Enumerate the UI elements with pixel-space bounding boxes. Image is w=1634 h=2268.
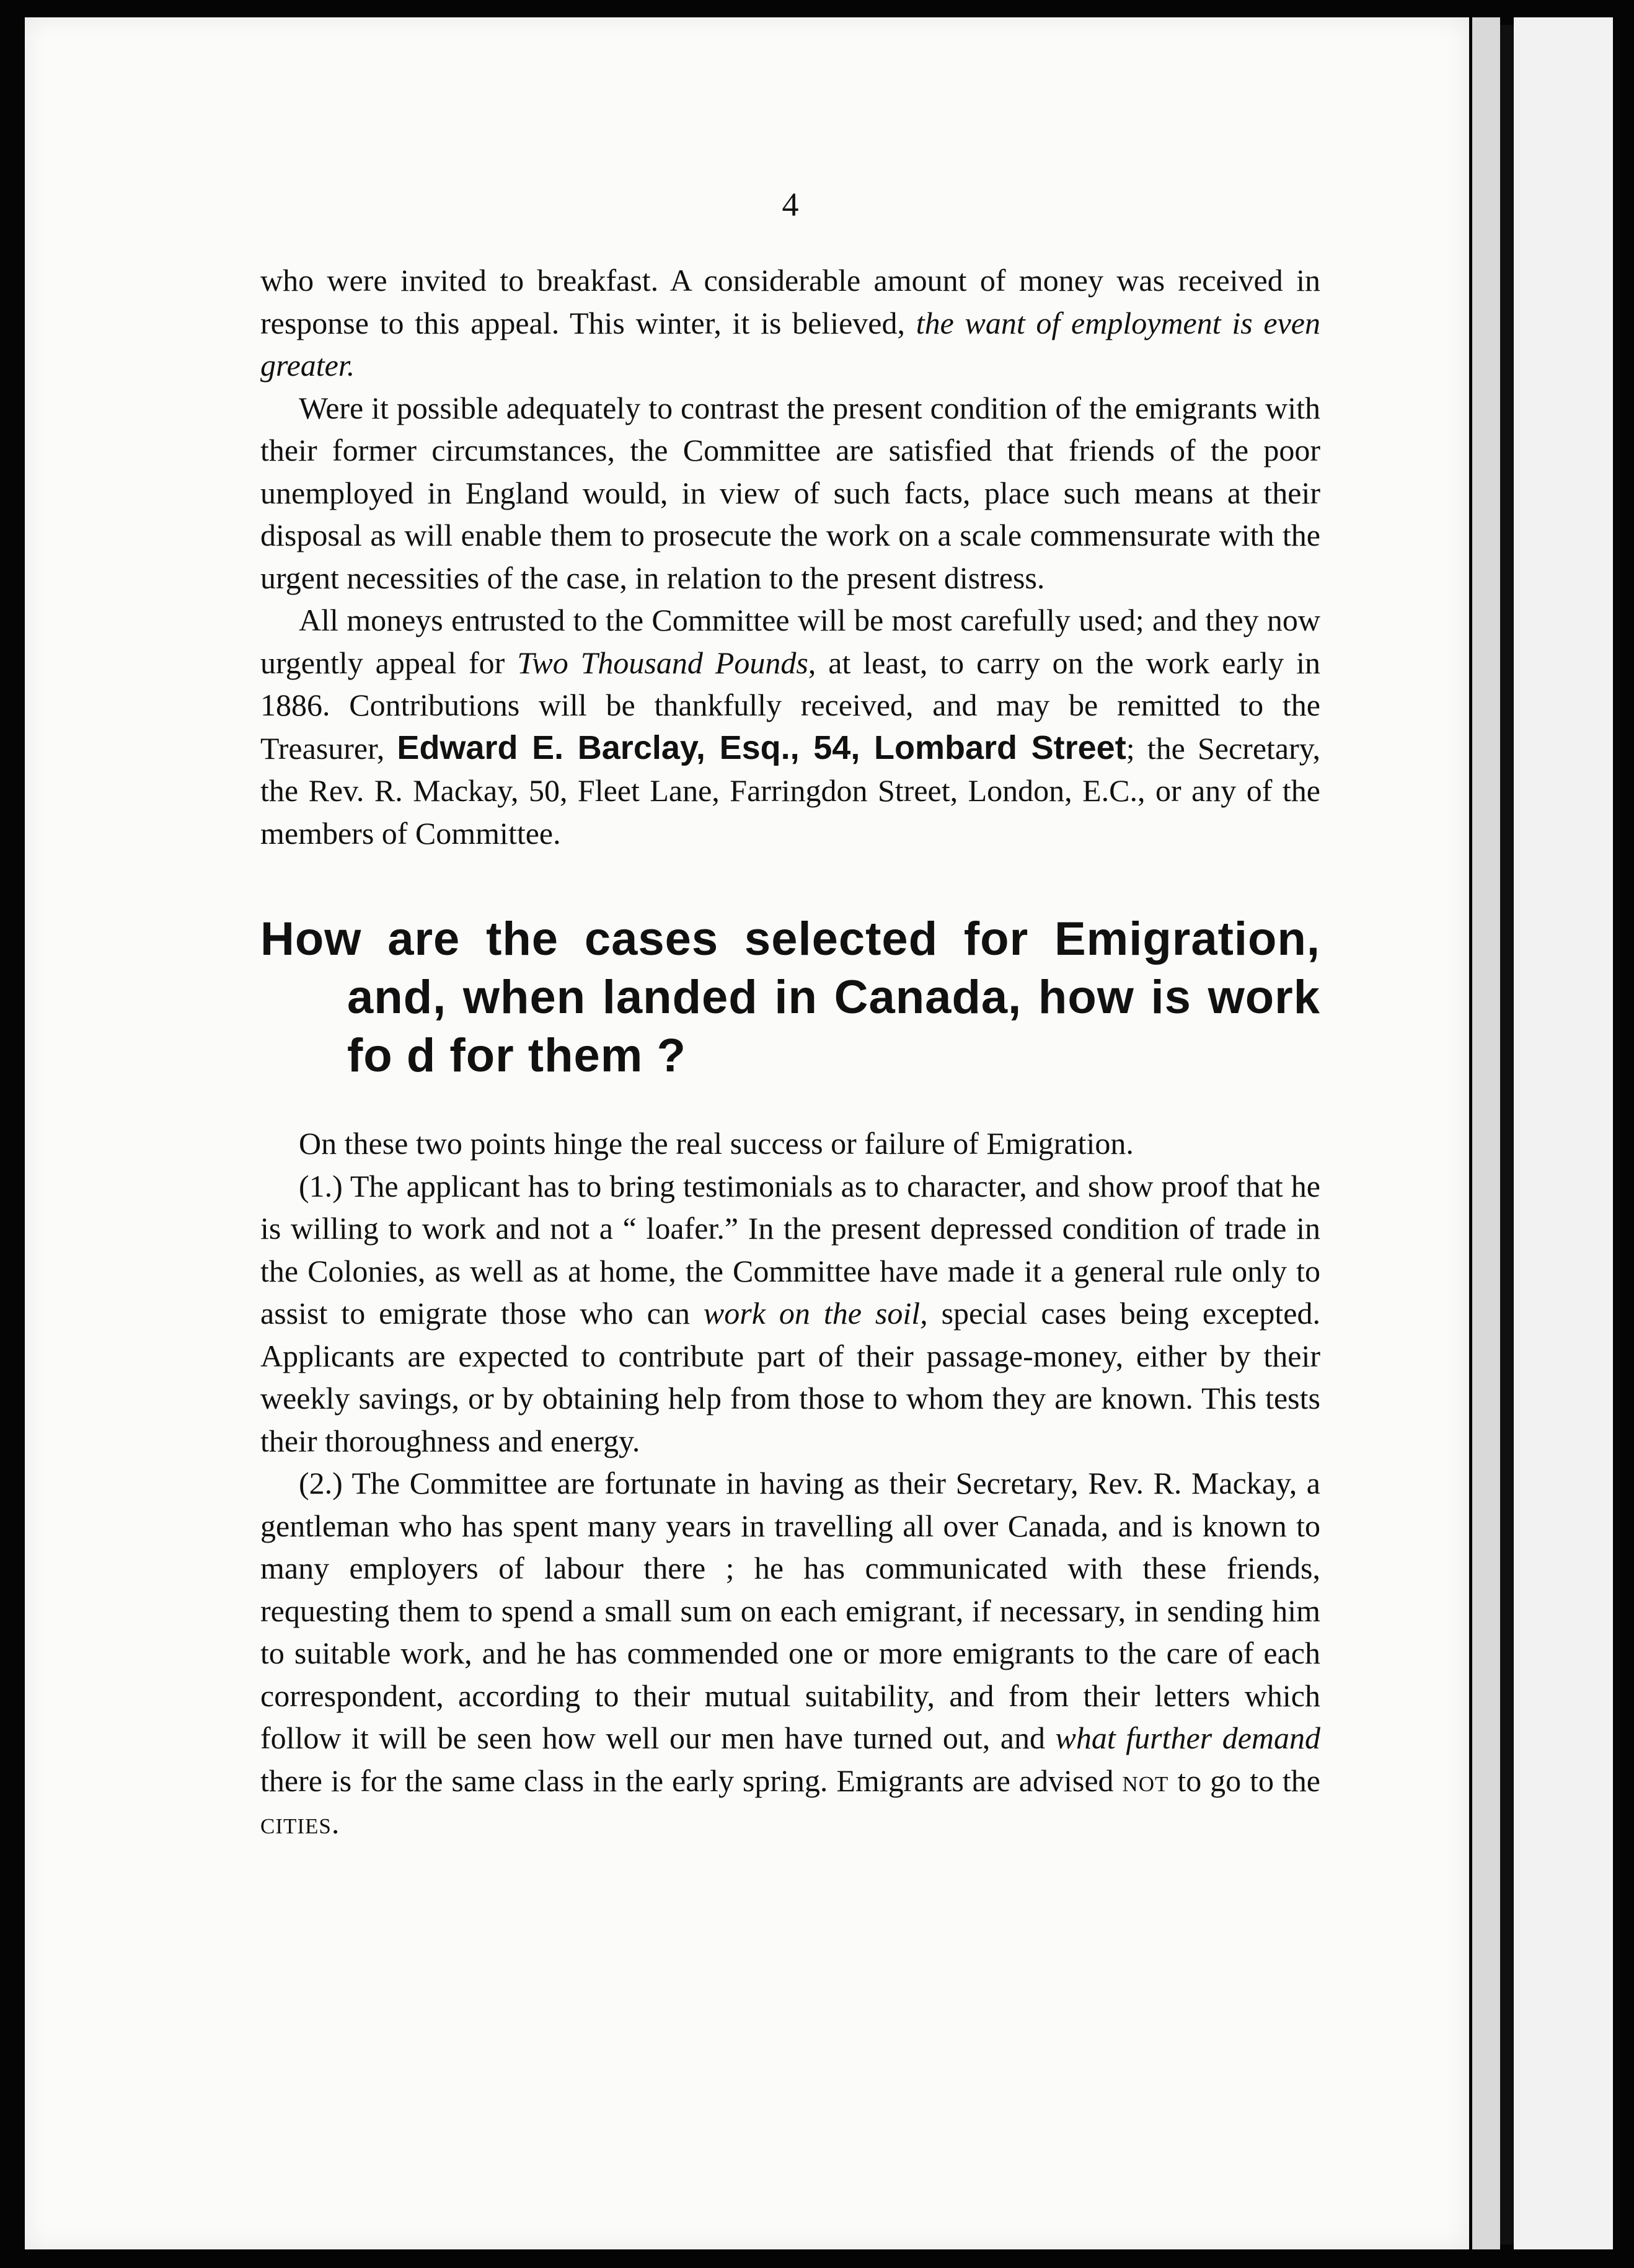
page-edge: [1472, 17, 1500, 2249]
paragraph-text: ; the Secretary, the Rev. R. Mackay, 50, Fleet Lane, Farringdon Street, London, E.C., or any of the members of Committee.: [260, 730, 1320, 851]
paragraph-text: All moneys entrusted to the Committee will be most carefully used; and they now urgently appeal for: [260, 603, 1320, 680]
section-heading: How are the cases selected for Emigration, and, when landed in Canada, how is work fo d for them ?: [260, 913, 1320, 1082]
paragraph-intro: On these two points hinge the real success or failure of Emigration.: [299, 1126, 1134, 1161]
paragraph-text: to go to the: [1168, 1763, 1321, 1798]
paragraph-text: (2.) The Committee are fortunate in having as their Secretary, Rev. R. Mackay, a gentleman who has spent many years in travelling all over Canada, and is known to many employers of labour there ; he has communicated with these friends, requesting them to spend a small sum on each emigrant, if necessary, in sending him to suitable work, and he has commended one or more emigrants to the care of each correspondent, according to their mutual suitability, and from their letters which follow it will be seen how well our men have turned out, and: [260, 1466, 1320, 1755]
paragraph-text: .: [331, 1805, 340, 1840]
emphasis-amount: Two Thousand Pounds: [517, 645, 808, 680]
emphasis-text: work on the soil,: [703, 1296, 928, 1331]
facing-page-edge: [1514, 17, 1613, 2249]
emphasis-text: the want of employment is even greater.: [260, 305, 1320, 383]
paragraph-breakfast-appeal: [260, 259, 1320, 387]
small-caps-cities: cities: [260, 1805, 332, 1840]
binding-gutter: [1500, 25, 1514, 2244]
paragraph-text: special cases being excepted. Applicants are expected to contribute part of their passage-money, either by their weekly savings, or by obtaining help from those to whom they are known. This tests their thoroughness and energy.: [260, 1296, 1321, 1458]
small-caps-not: not: [1122, 1763, 1169, 1798]
paragraph-text: there is for the same class in the early spring. Emigrants are advised: [260, 1763, 1123, 1798]
paragraph-text: (1.) The applicant has to bring testimonials as to character, and show proof that he is willing to work and not a “ loafer.” In the present depressed condition of trade in the Colonies, as well as at home, the Committee have made it a general rule only to assist to emigrate those who can: [260, 1168, 1320, 1331]
paragraph-appeal-funds: [260, 599, 1320, 854]
paragraph-text: , at least, to carry on the work early in 1886. Contributions will be thankfully received, and may be remitted to the Treasurer,: [260, 645, 1320, 766]
paragraph-contrast-condition: Were it possible adequately to contrast the present condition of the emigrants with their former circumstances, the Committee are satisfied that friends of the poor unemployed in England would, in view of such facts, place such means at their disposal as will enable them to prosecute the work on a scale commensurate with the urgent necessities of the case, in relation to the present distress.: [260, 390, 1320, 595]
paragraph-point-one: [260, 1165, 1320, 1463]
treasurer-address: Edward E. Barclay, Esq., 54, Lombard Street: [397, 729, 1126, 766]
page-number: 4: [782, 186, 799, 223]
page-content: [260, 186, 1320, 1845]
emphasis-text: what further demand: [1055, 1721, 1321, 1755]
paragraph-point-two: [260, 1462, 1320, 1845]
paragraph-text: who were invited to breakfast. A considerable amount of money was received in response to this appeal. This winter, it is believed,: [260, 263, 1320, 340]
